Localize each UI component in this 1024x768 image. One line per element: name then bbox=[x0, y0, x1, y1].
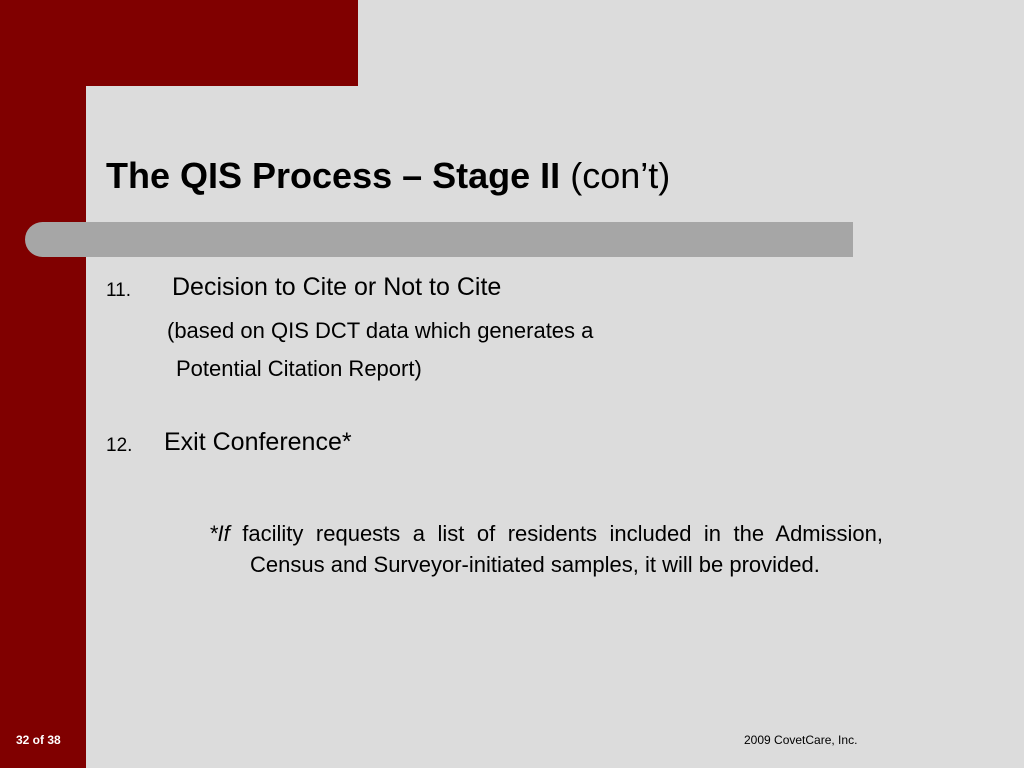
list-item-number: 12. bbox=[106, 435, 133, 456]
page-counter: 32 of 38 bbox=[16, 733, 61, 747]
left-maroon-band bbox=[0, 0, 86, 768]
slide-title-suffix: (con’t) bbox=[570, 155, 671, 196]
footnote bbox=[209, 518, 883, 580]
list-item-heading: Exit Conference* bbox=[164, 428, 352, 456]
title-underline-bar bbox=[25, 222, 853, 257]
list-item-heading: Decision to Cite or Not to Cite bbox=[172, 273, 502, 301]
footnote-text: facility requests a list of residents included in the Admission, Census and Surveyor-initiated samples, it will be provided. bbox=[242, 521, 883, 577]
footnote-emphasis: *If bbox=[209, 521, 230, 546]
slide-title bbox=[106, 155, 670, 197]
top-maroon-block bbox=[0, 0, 358, 86]
slide-title-main: The QIS Process – Stage II bbox=[106, 155, 561, 196]
copyright-notice: 2009 CovetCare, Inc. bbox=[744, 733, 858, 747]
list-item-number: 11. bbox=[106, 280, 132, 301]
list-item-detail-line: Potential Citation Report) bbox=[176, 356, 422, 381]
list-item-detail-line: (based on QIS DCT data which generates a bbox=[167, 318, 594, 343]
